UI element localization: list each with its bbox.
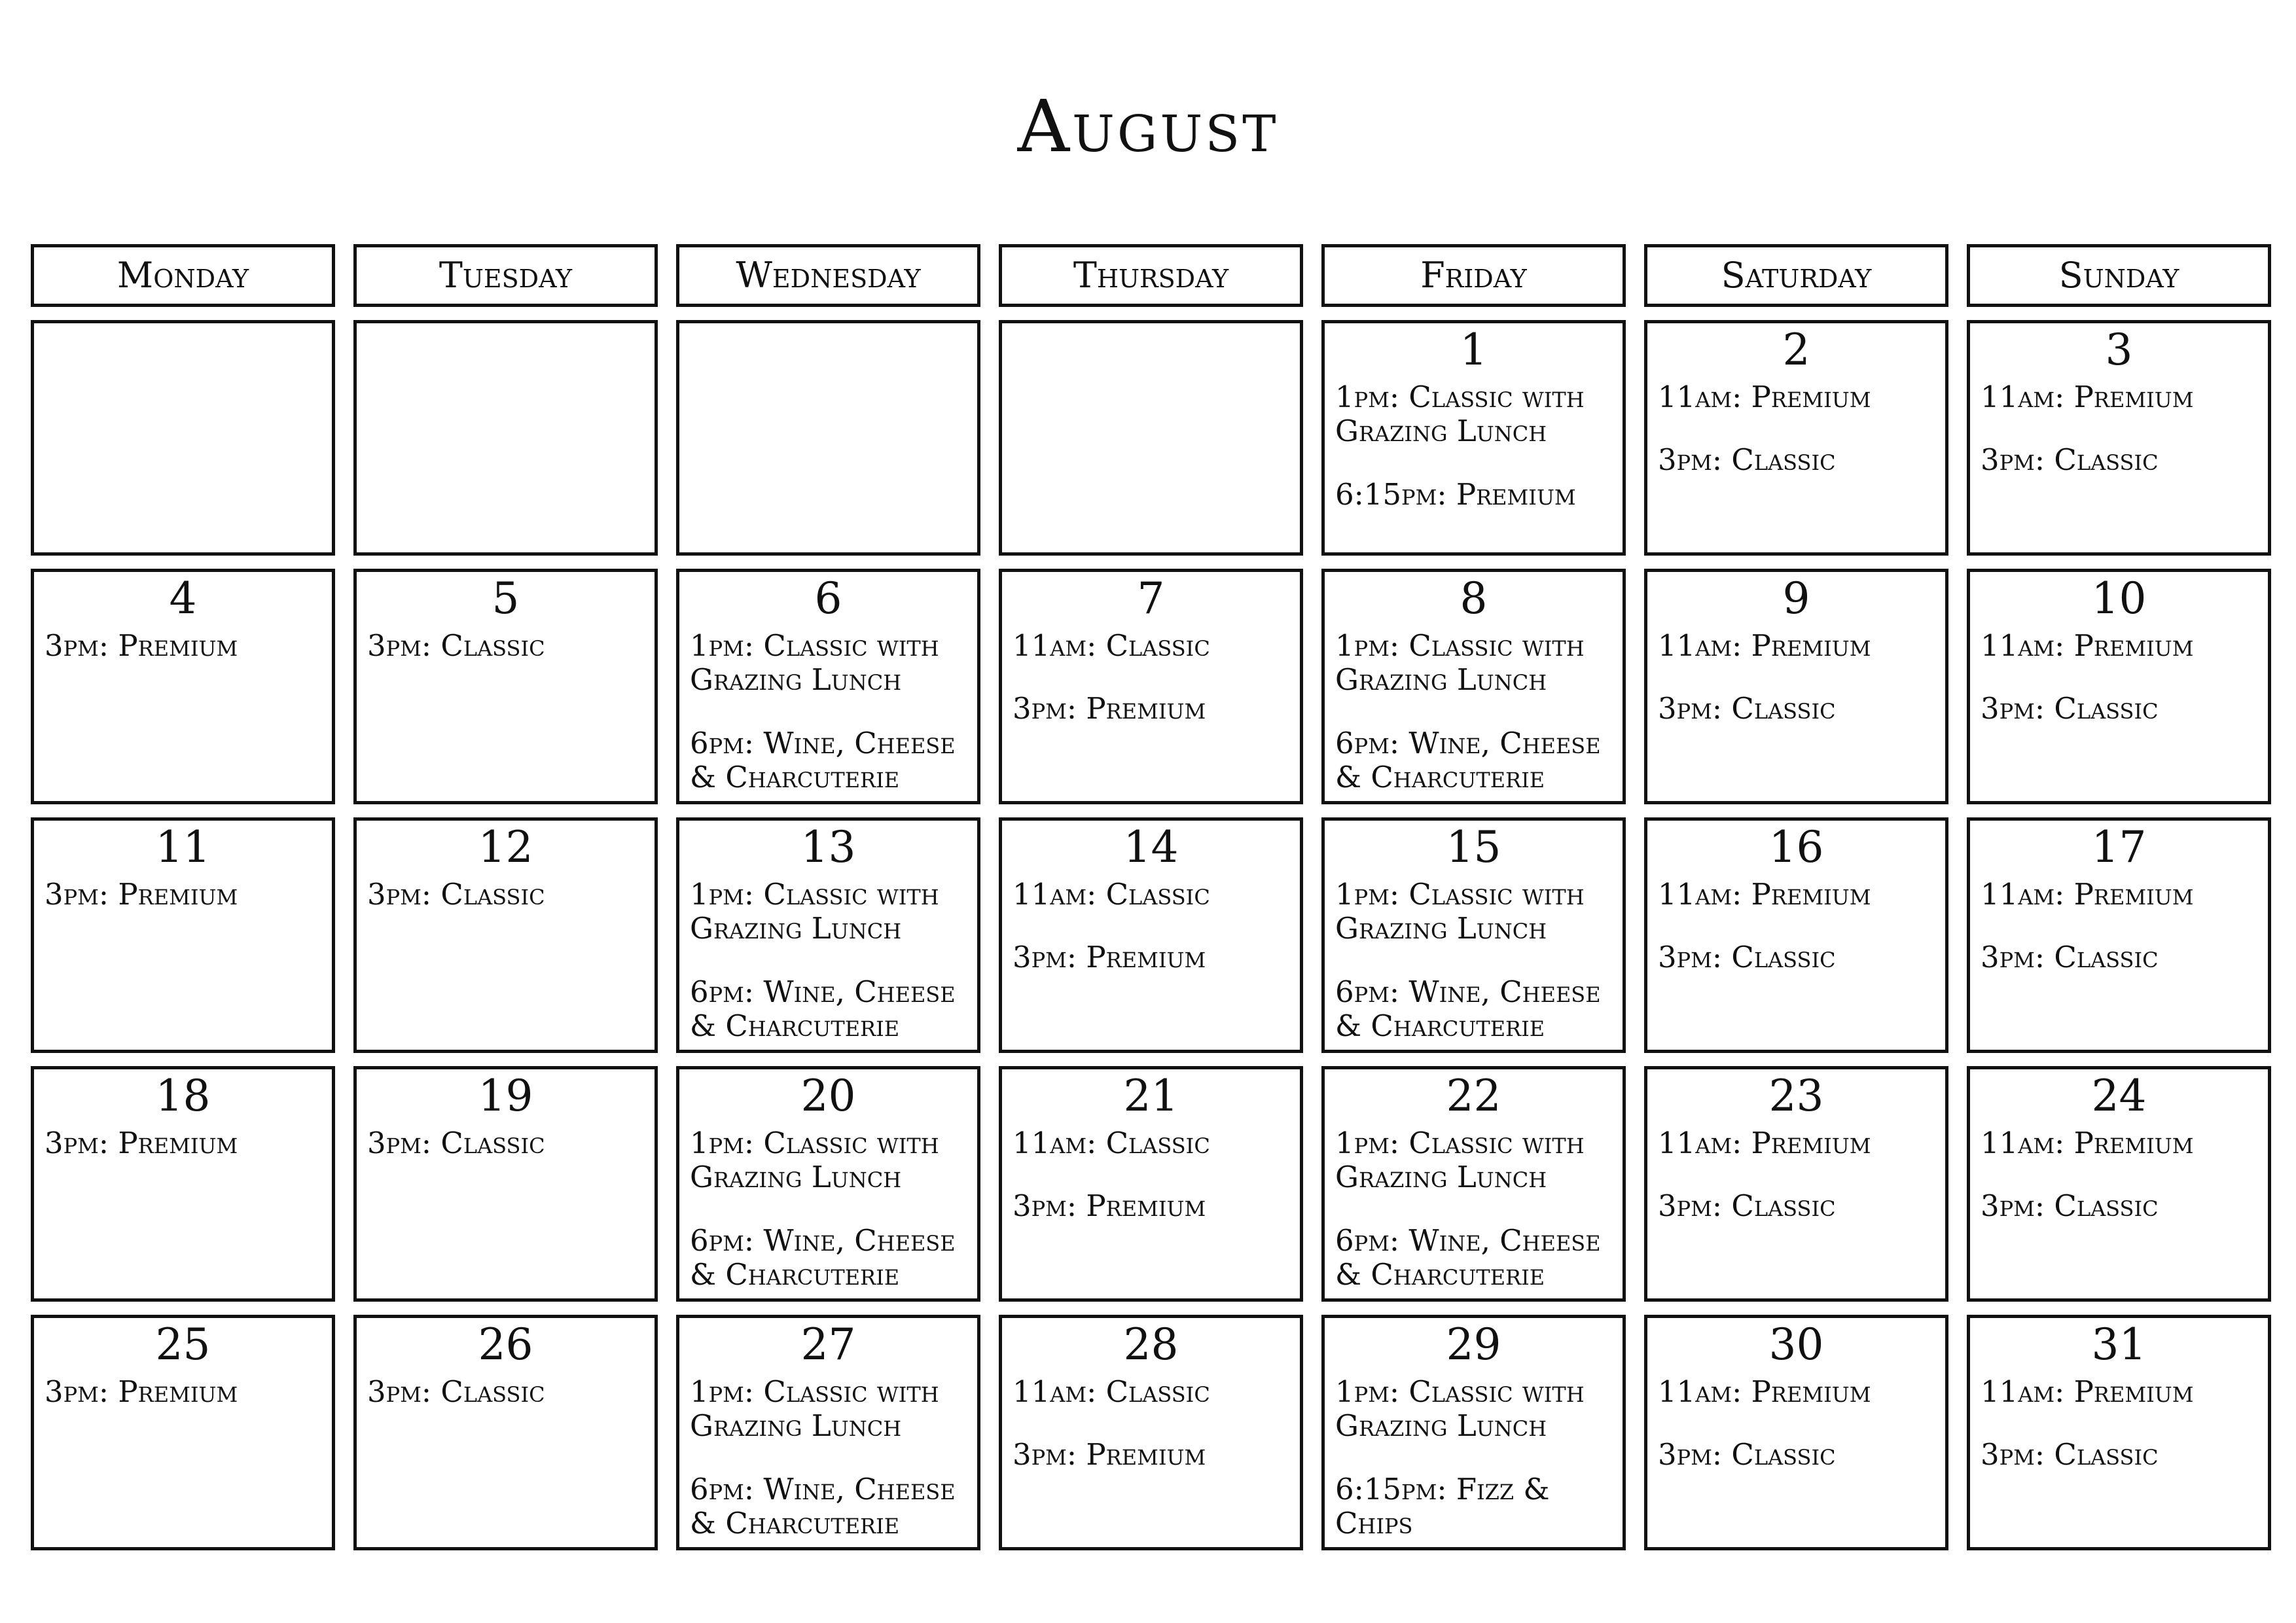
event-entry: 11am: Premium — [1658, 1126, 1871, 1161]
day-number: 28 — [1123, 1319, 1179, 1370]
day-number: 10 — [2091, 573, 2147, 624]
day-number: 11 — [155, 822, 211, 872]
day-cell-19 — [353, 1066, 658, 1302]
day-cell-6 — [676, 569, 980, 804]
event-entry: 6:15pm: Premium — [1335, 476, 1576, 512]
day-number: 21 — [1123, 1071, 1179, 1121]
event-entry: 1pm: Classic with Grazing Lunch — [690, 628, 939, 698]
event-entry: 11am: Premium — [1981, 1374, 2194, 1410]
event-entry: 1pm: Classic with Grazing Lunch — [1335, 1126, 1585, 1195]
day-number: 1 — [1460, 325, 1488, 375]
event-entry: 1pm: Classic with Grazing Lunch — [1335, 628, 1585, 698]
day-cell-25 — [31, 1315, 335, 1550]
day-cell-22 — [1321, 1066, 1626, 1302]
event-entry: 3pm: Premium — [1013, 940, 1206, 975]
event-entry: 3pm: Classic — [1658, 1188, 1836, 1224]
day-cell-10 — [1967, 569, 2271, 804]
event-entry: 3pm: Classic — [367, 877, 545, 912]
day-cell-26 — [353, 1315, 658, 1550]
event-entry: 11am: Premium — [1658, 380, 1871, 415]
day-cell-14 — [999, 817, 1303, 1053]
weekday-header-friday: Friday — [1321, 244, 1626, 307]
day-cell-3 — [1967, 320, 2271, 556]
event-entry: 3pm: Classic — [1981, 1188, 2159, 1224]
day-cell-17 — [1967, 817, 2271, 1053]
event-entry: 11am: Premium — [1658, 1374, 1871, 1410]
event-entry: 1pm: Classic with Grazing Lunch — [690, 877, 939, 946]
event-entry: 11am: Classic — [1013, 1374, 1210, 1410]
event-entry: 6pm: Wine, Cheese & Charcuterie — [1335, 974, 1601, 1043]
event-entry: 3pm: Premium — [45, 877, 238, 912]
event-entry: 3pm: Classic — [1981, 442, 2159, 478]
event-entry: 6:15pm: Fizz & Chips — [1335, 1471, 1550, 1541]
weekday-header-tuesday: Tuesday — [353, 244, 658, 307]
day-number: 25 — [155, 1319, 211, 1370]
month-title: August — [1017, 84, 1279, 168]
day-number: 6 — [814, 573, 842, 624]
day-number: 16 — [1768, 822, 1824, 872]
day-cell-23 — [1644, 1066, 1948, 1302]
day-number: 20 — [800, 1071, 856, 1121]
day-number: 5 — [492, 573, 520, 624]
event-entry: 6pm: Wine, Cheese & Charcuterie — [690, 1471, 956, 1541]
event-entry: 1pm: Classic with Grazing Lunch — [1335, 380, 1585, 449]
event-entry: 11am: Premium — [1658, 628, 1871, 664]
event-entry: 6pm: Wine, Cheese & Charcuterie — [1335, 1222, 1601, 1292]
weekday-header-saturday: Saturday — [1644, 244, 1948, 307]
day-number: 3 — [2105, 325, 2133, 375]
event-entry: 11am: Premium — [1981, 1126, 2194, 1161]
event-entry: 6pm: Wine, Cheese & Charcuterie — [690, 725, 956, 794]
day-number: 31 — [2091, 1319, 2147, 1370]
event-entry: 3pm: Premium — [45, 628, 238, 664]
day-cell-29 — [1321, 1315, 1626, 1550]
event-entry: 1pm: Classic with Grazing Lunch — [690, 1374, 939, 1444]
weekday-header-monday: Monday — [31, 244, 335, 307]
event-entry: 3pm: Premium — [1013, 691, 1206, 726]
day-number: 26 — [478, 1319, 533, 1370]
day-cell-7 — [999, 569, 1303, 804]
day-cell-15 — [1321, 817, 1626, 1053]
day-cell-11 — [31, 817, 335, 1053]
event-entry: 1pm: Classic with Grazing Lunch — [690, 1126, 939, 1195]
event-entry: 3pm: Premium — [45, 1126, 238, 1161]
event-entry: 11am: Classic — [1013, 628, 1210, 664]
event-entry: 3pm: Classic — [367, 1126, 545, 1161]
day-number: 23 — [1768, 1071, 1824, 1121]
day-number: 27 — [800, 1319, 856, 1370]
event-entry: 11am: Premium — [1981, 628, 2194, 664]
event-entry: 3pm: Premium — [1013, 1437, 1206, 1472]
empty-day-cell — [31, 320, 335, 556]
day-cell-28 — [999, 1315, 1303, 1550]
day-number: 7 — [1137, 573, 1165, 624]
day-number: 9 — [1782, 573, 1810, 624]
day-cell-24 — [1967, 1066, 2271, 1302]
day-number: 19 — [478, 1071, 533, 1121]
event-entry: 3pm: Classic — [1658, 1437, 1836, 1472]
empty-day-cell — [676, 320, 980, 556]
day-number: 4 — [169, 573, 197, 624]
event-entry: 3pm: Classic — [1981, 1437, 2159, 1472]
event-entry: 6pm: Wine, Cheese & Charcuterie — [690, 1222, 956, 1292]
event-entry: 3pm: Classic — [1981, 940, 2159, 975]
event-entry: 6pm: Wine, Cheese & Charcuterie — [690, 974, 956, 1043]
day-cell-12 — [353, 817, 658, 1053]
event-entry: 11am: Premium — [1658, 877, 1871, 912]
day-number: 14 — [1123, 822, 1179, 872]
weekday-header-sunday: Sunday — [1967, 244, 2271, 307]
event-entry: 3pm: Classic — [1658, 940, 1836, 975]
event-entry: 6pm: Wine, Cheese & Charcuterie — [1335, 725, 1601, 794]
day-cell-5 — [353, 569, 658, 804]
day-cell-16 — [1644, 817, 1948, 1053]
event-entry: 1pm: Classic with Grazing Lunch — [1335, 877, 1585, 946]
day-number: 18 — [155, 1071, 211, 1121]
event-entry: 11am: Classic — [1013, 1126, 1210, 1161]
empty-day-cell — [353, 320, 658, 556]
event-entry: 11am: Premium — [1981, 380, 2194, 415]
day-cell-18 — [31, 1066, 335, 1302]
weekday-header-thursday: Thursday — [999, 244, 1303, 307]
event-entry: 1pm: Classic with Grazing Lunch — [1335, 1374, 1585, 1444]
day-number: 2 — [1782, 325, 1810, 375]
day-cell-20 — [676, 1066, 980, 1302]
day-number: 22 — [1446, 1071, 1501, 1121]
day-cell-27 — [676, 1315, 980, 1550]
day-number: 24 — [2091, 1071, 2147, 1121]
day-cell-8 — [1321, 569, 1626, 804]
event-entry: 3pm: Classic — [367, 1374, 545, 1410]
day-cell-2 — [1644, 320, 1948, 556]
day-cell-13 — [676, 817, 980, 1053]
day-cell-31 — [1967, 1315, 2271, 1550]
day-number: 13 — [800, 822, 856, 872]
day-number: 8 — [1460, 573, 1488, 624]
event-entry: 11am: Premium — [1981, 877, 2194, 912]
day-number: 30 — [1768, 1319, 1824, 1370]
weekday-header-wednesday: Wednesday — [676, 244, 980, 307]
event-entry: 3pm: Premium — [45, 1374, 238, 1410]
empty-day-cell — [999, 320, 1303, 556]
day-number: 17 — [2091, 822, 2147, 872]
event-entry: 3pm: Classic — [1658, 691, 1836, 726]
day-cell-1 — [1321, 320, 1626, 556]
day-number: 12 — [478, 822, 533, 872]
event-entry: 3pm: Classic — [1658, 442, 1836, 478]
day-cell-30 — [1644, 1315, 1948, 1550]
day-number: 29 — [1446, 1319, 1501, 1370]
event-entry: 11am: Classic — [1013, 877, 1210, 912]
day-cell-9 — [1644, 569, 1948, 804]
day-number: 15 — [1446, 822, 1501, 872]
event-entry: 3pm: Premium — [1013, 1188, 1206, 1224]
day-cell-4 — [31, 569, 335, 804]
event-entry: 3pm: Classic — [367, 628, 545, 664]
calendar-grid — [31, 244, 2271, 1550]
day-cell-21 — [999, 1066, 1303, 1302]
event-entry: 3pm: Classic — [1981, 691, 2159, 726]
